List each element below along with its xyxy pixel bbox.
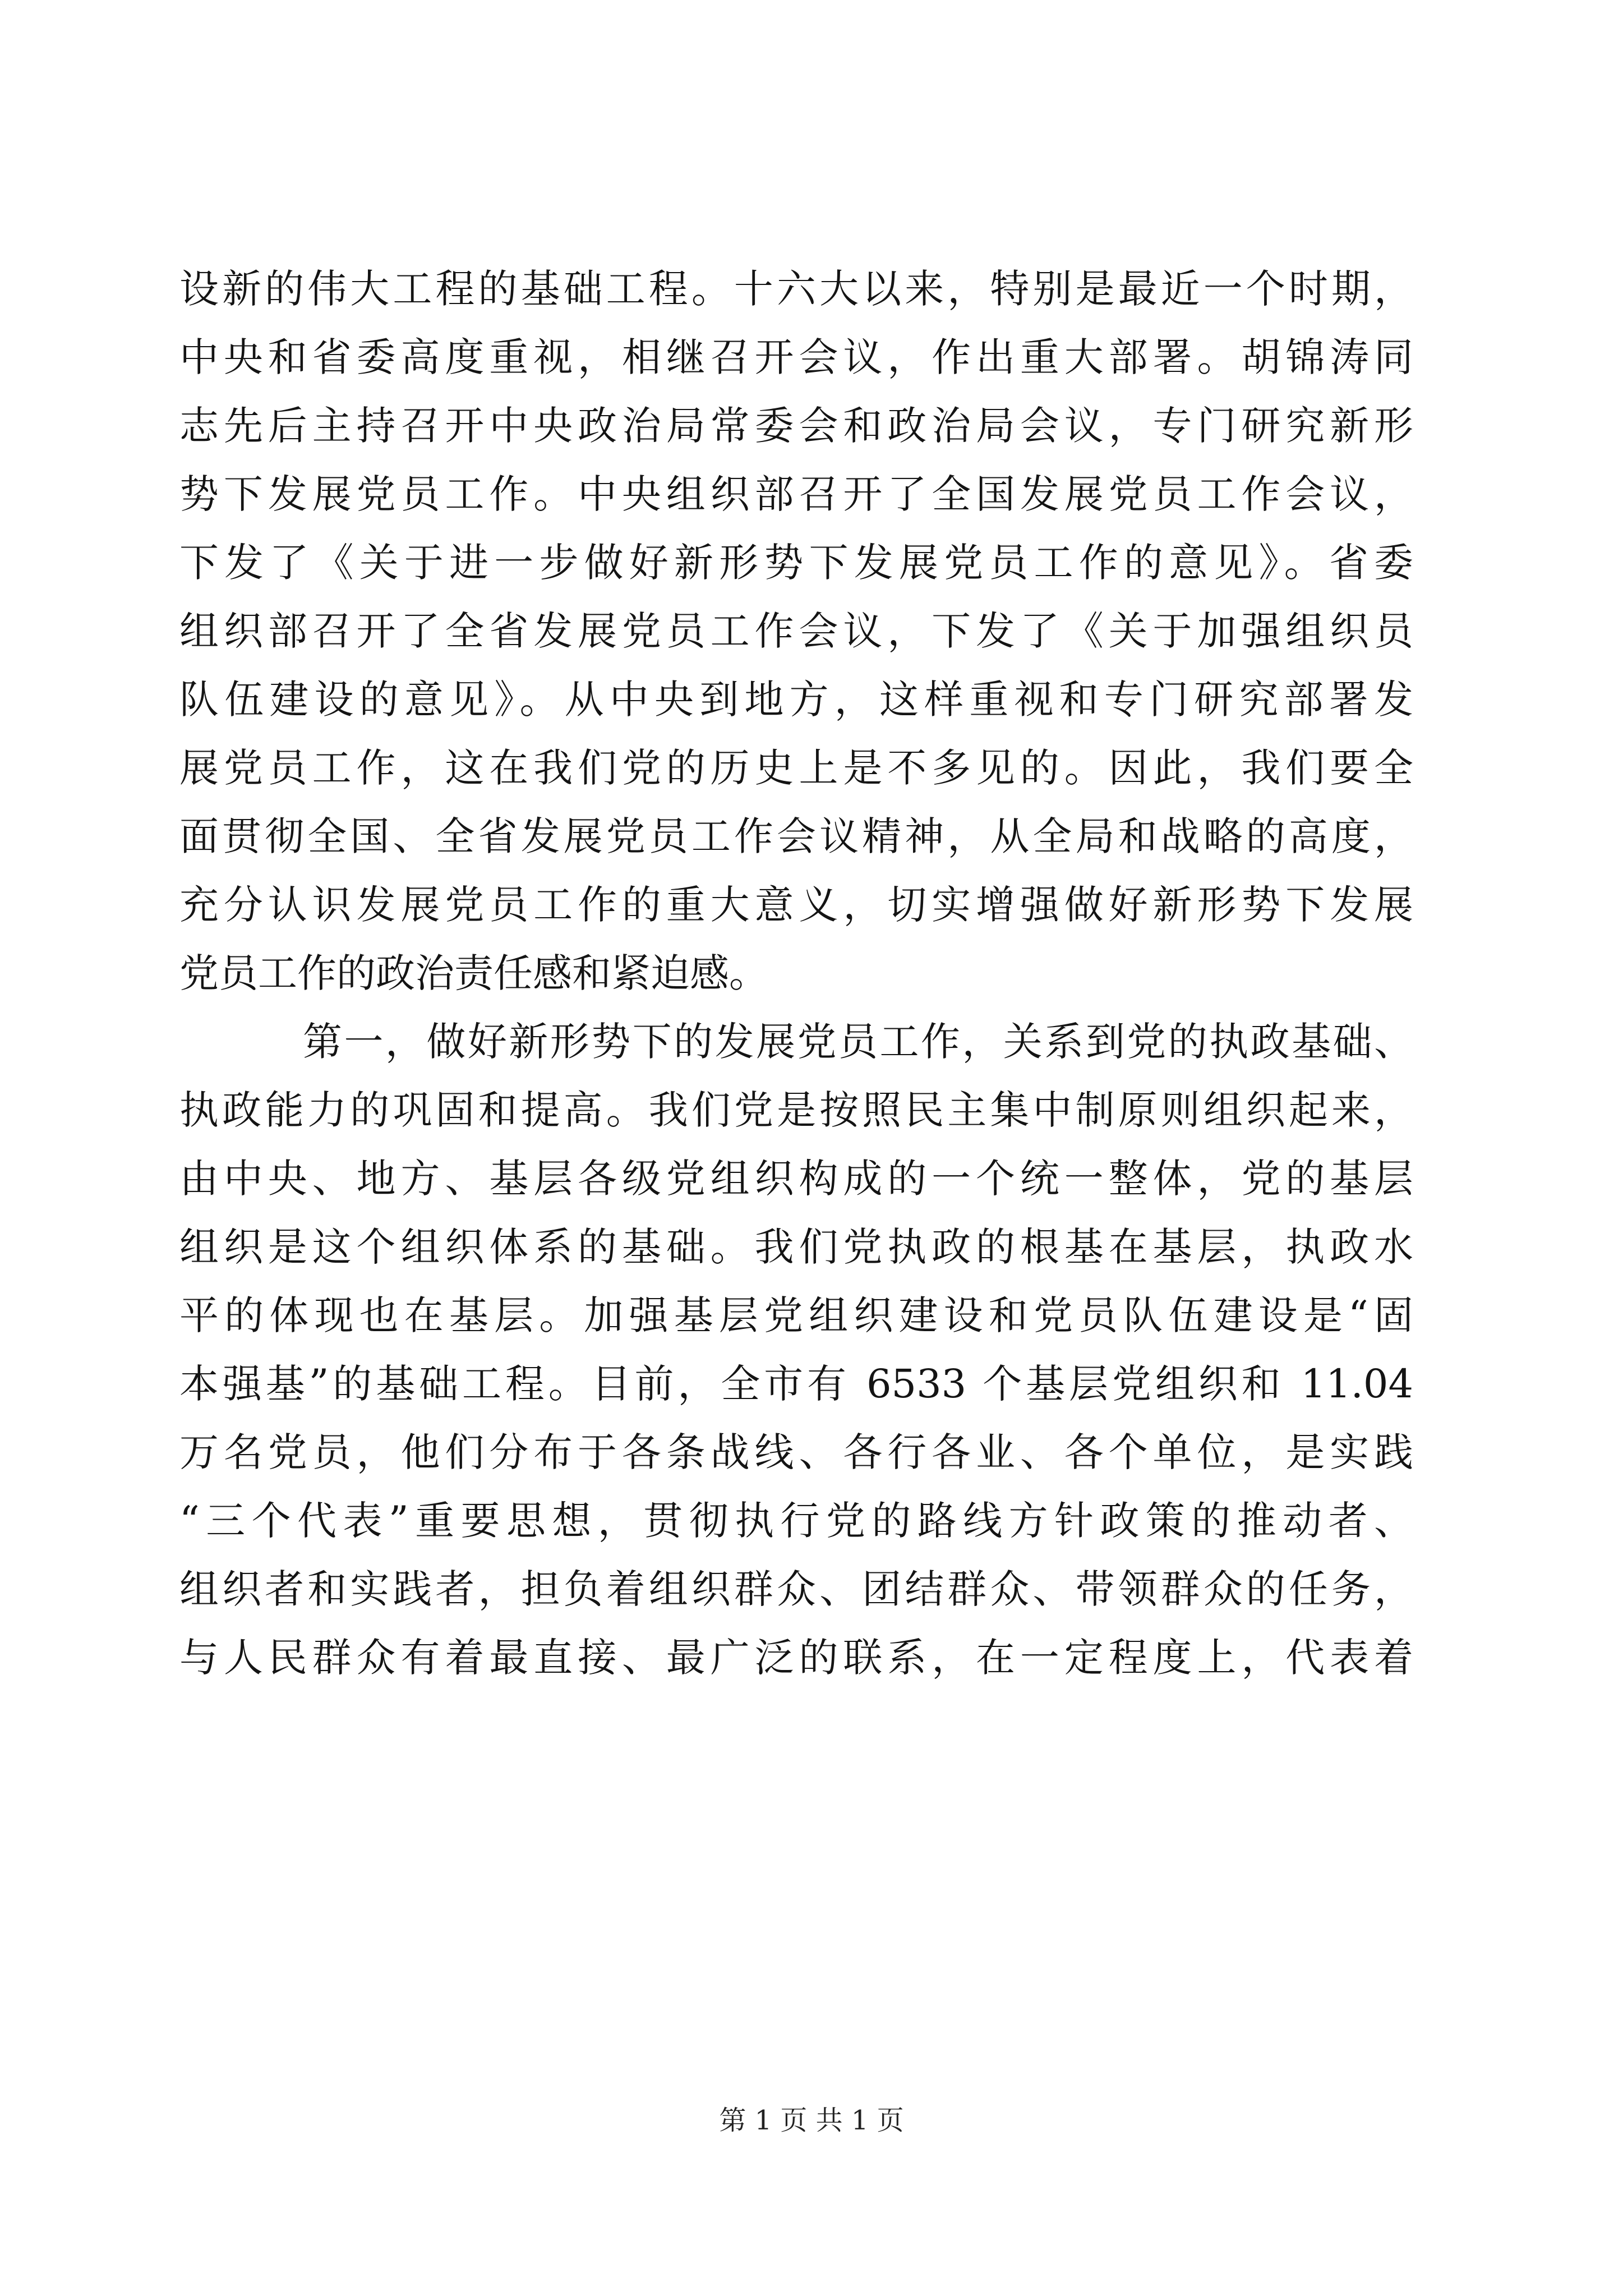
paragraph-1-line-3: 志先后主持召开中央政治局常委会和政治局会议，专门研究新形 <box>179 403 1413 449</box>
paragraph-1-line-1: 设新的伟大工程的基础工程。十六大以来，特别是最近一个时期， <box>179 266 1413 312</box>
paragraph-2-line-2: 执政能力的巩固和提高。我们党是按照民主集中制原则组织起来， <box>179 1087 1413 1133</box>
paragraph-2-line-9: 组织者和实践者，担负着组织群众、团结群众、带领群众的任务， <box>179 1566 1413 1612</box>
paragraph-2-line-3: 由中央、地方、基层各级党组织构成的一个统一整体，党的基层 <box>179 1156 1413 1202</box>
paragraph-1-line-2: 中央和省委高度重视，相继召开会议，作出重大部署。胡锦涛同 <box>179 334 1413 380</box>
paragraph-2-line-5: 平的体现也在基层。加强基层党组织建设和党员队伍建设是“固 <box>179 1292 1413 1338</box>
paragraph-1-line-5: 下发了《关于进一步做好新形势下发展党员工作的意见》。省委 <box>179 540 1413 586</box>
paragraph-2-line-6: 本强基”的基础工程。目前，全市有 6533 个基层党组织和 11.04 <box>179 1361 1413 1407</box>
paragraph-1-line-4: 势下发展党员工作。中央组织部召开了全国发展党员工作会议， <box>179 471 1413 517</box>
paragraph-1-line-7: 队伍建设的意见》。从中央到地方，这样重视和专门研究部署发 <box>179 677 1413 723</box>
paragraph-2-line-1: 第一，做好新形势下的发展党员工作，关系到党的执政基础、 <box>303 1019 1413 1065</box>
paragraph-2-line-10: 与人民群众有着最直接、最广泛的联系，在一定程度上，代表着 <box>179 1635 1413 1681</box>
paragraph-2-line-4: 组织是这个组织体系的基础。我们党执政的根基在基层，执政水 <box>179 1224 1413 1270</box>
paragraph-2-line-8: “三个代表”重要思想，贯彻执行党的路线方针政策的推动者、 <box>179 1498 1413 1544</box>
page-number-label: 第 1 页 共 1 页 <box>719 2105 904 2136</box>
paragraph-1-line-10: 充分认识发展党员工作的重大意义，切实增强做好新形势下发展 <box>179 882 1413 928</box>
paragraph-1-line-11: 党员工作的政治责任感和紧迫感。 <box>179 950 768 996</box>
paragraph-1-line-9: 面贯彻全国、全省发展党员工作会议精神，从全局和战略的高度， <box>179 813 1413 859</box>
paragraph-2-line-7: 万名党员，他们分布于各条战线、各行各业、各个单位，是实践 <box>179 1429 1413 1475</box>
paragraph-1-line-6: 组织部召开了全省发展党员工作会议，下发了《关于加强组织员 <box>179 608 1413 654</box>
paragraph-1-line-8: 展党员工作，这在我们党的历史上是不多见的。因此，我们要全 <box>179 745 1413 791</box>
page-footer <box>0 2098 1623 2143</box>
